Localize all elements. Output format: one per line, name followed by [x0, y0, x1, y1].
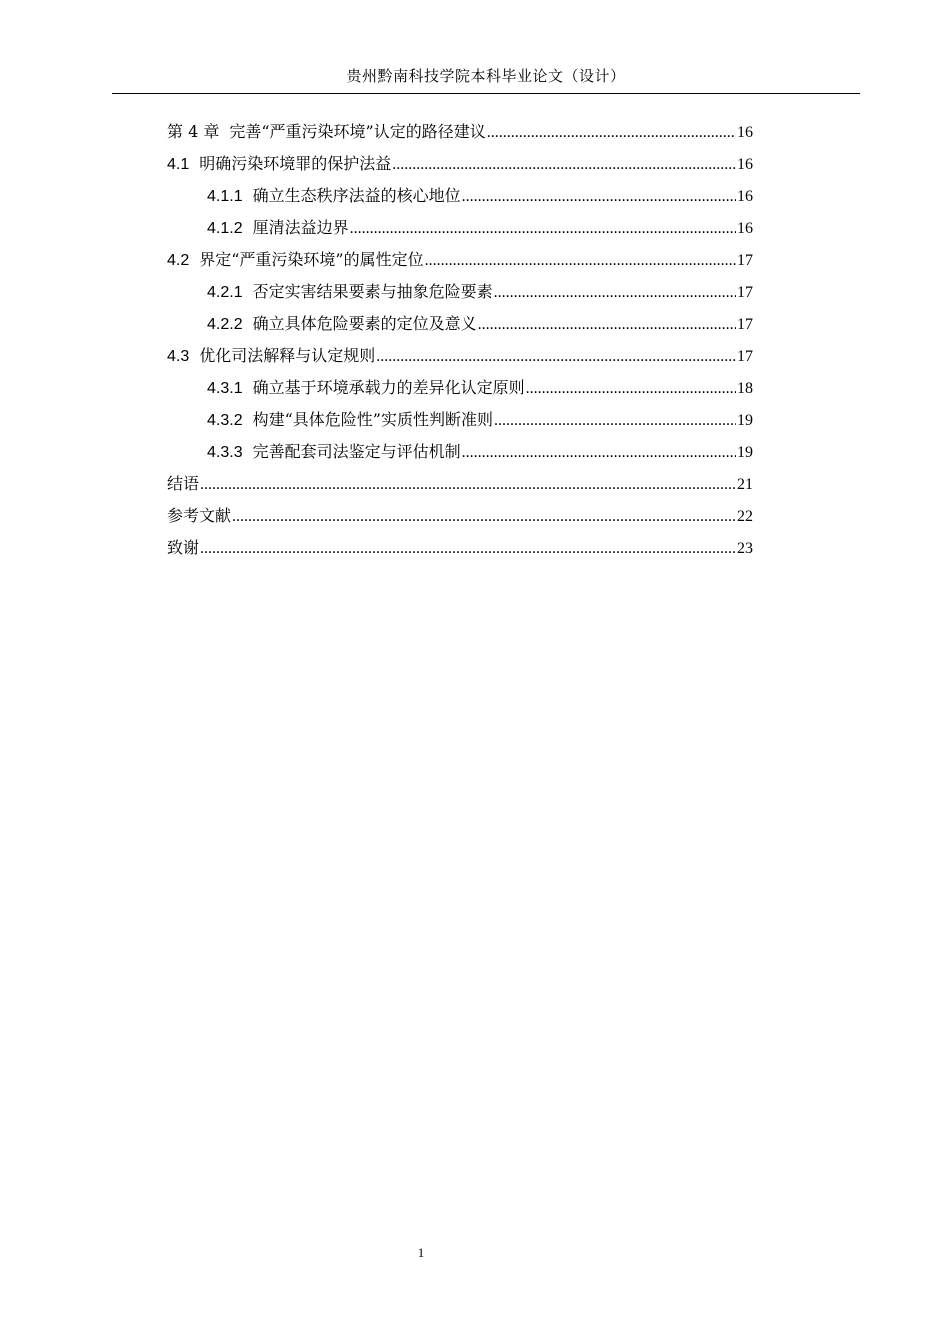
- toc-entry-chapter-4[interactable]: [167, 116, 753, 148]
- toc-entry-page: 19: [737, 412, 753, 429]
- toc-entry-4-1[interactable]: [167, 148, 753, 180]
- toc-entry-page: 17: [737, 348, 753, 365]
- toc-entry-number: 4.3.3: [207, 444, 243, 461]
- toc-entry-title: 界定“严重污染环境”的属性定位: [199, 250, 424, 269]
- toc-entry-4-3[interactable]: [167, 340, 753, 372]
- toc-entry-label: [207, 372, 525, 405]
- toc-entry-label: [167, 340, 375, 373]
- toc-entry-title: 确立具体危险要素的定位及意义: [252, 314, 477, 333]
- toc-entry-title: 致谢: [167, 538, 200, 557]
- toc-entry-references[interactable]: [167, 500, 753, 532]
- toc-entry-title: 完善配套司法鉴定与评估机制: [252, 442, 461, 461]
- toc-entry-number: 第 4 章: [167, 122, 220, 141]
- toc-entry-page: 21: [737, 476, 753, 493]
- toc-entry-4-2[interactable]: [167, 244, 753, 276]
- toc-entry-label: [207, 308, 477, 341]
- toc-dot-leader: [425, 245, 736, 277]
- toc-entry-4-3-1[interactable]: [167, 372, 753, 404]
- toc-dot-leader: [232, 501, 736, 533]
- toc-entry-number: 4.3: [167, 348, 190, 365]
- toc-entry-title: 构建“具体危险性”实质性判断准则: [252, 410, 493, 429]
- toc-entry-title: 厘清法益边界: [252, 218, 349, 237]
- toc-entry-number: 4.3.1: [207, 380, 243, 397]
- toc-entry-page: 16: [737, 188, 753, 205]
- toc-entry-title: 否定实害结果要素与抽象危险要素: [252, 282, 493, 301]
- page-number: 1: [417, 1245, 425, 1260]
- toc-entry-4-1-2[interactable]: [167, 212, 753, 244]
- toc-entry-number: 4.3.2: [207, 412, 243, 429]
- toc-entry-page: 16: [737, 124, 753, 141]
- toc-entry-4-2-2[interactable]: [167, 308, 753, 340]
- toc-entry-4-3-2[interactable]: [167, 404, 753, 436]
- toc-dot-leader: [462, 437, 736, 469]
- toc-entry-4-1-1[interactable]: [167, 180, 753, 212]
- toc-entry-page: 23: [737, 540, 753, 557]
- toc-entry-title: 确立生态秩序法益的核心地位: [252, 186, 461, 205]
- toc-dot-leader: [478, 309, 736, 341]
- toc-entry-page: 16: [737, 156, 753, 173]
- toc-entry-number: 4.1: [167, 156, 190, 173]
- toc-entry-4-3-3[interactable]: [167, 436, 753, 468]
- toc-entry-page: 16: [737, 220, 753, 237]
- header-rule: [112, 93, 860, 94]
- toc-entry-number: 4.2.1: [207, 284, 243, 301]
- toc-dot-leader: [200, 533, 736, 565]
- toc-entry-label: [167, 244, 424, 277]
- toc-entry-conclusion[interactable]: [167, 468, 753, 500]
- table-of-contents: [167, 116, 753, 564]
- toc-entry-label: [207, 212, 349, 245]
- toc-dot-leader: [392, 149, 736, 181]
- toc-entry-title: 参考文献: [167, 506, 232, 525]
- toc-dot-leader: [494, 405, 736, 437]
- toc-entry-page: 17: [737, 252, 753, 269]
- toc-entry-page: 18: [737, 380, 753, 397]
- toc-entry-number: 4.1.2: [207, 220, 243, 237]
- toc-entry-page: 19: [737, 444, 753, 461]
- toc-entry-label: [207, 404, 493, 437]
- toc-entry-page: 17: [737, 284, 753, 301]
- toc-dot-leader: [200, 469, 736, 501]
- toc-entry-label: [207, 436, 461, 469]
- toc-dot-leader: [350, 213, 736, 245]
- toc-entry-page: 17: [737, 316, 753, 333]
- toc-entry-title: 结语: [167, 474, 200, 493]
- toc-entry-label: [207, 276, 493, 309]
- toc-entry-title: 优化司法解释与认定规则: [199, 346, 376, 365]
- toc-entry-label: [207, 180, 461, 213]
- toc-entry-title: 完善“严重污染环境”认定的路径建议: [229, 122, 486, 141]
- toc-entry-label: [167, 148, 391, 181]
- toc-dot-leader: [487, 117, 736, 149]
- toc-entry-number: 4.1.1: [207, 188, 243, 205]
- toc-entry-title: 明确污染环境罪的保护法益: [199, 154, 392, 173]
- toc-entry-number: 4.2: [167, 252, 190, 269]
- toc-entry-label: [167, 116, 486, 148]
- toc-dot-leader: [462, 181, 736, 213]
- toc-entry-number: 4.2.2: [207, 316, 243, 333]
- toc-entry-page: 22: [737, 508, 753, 525]
- toc-entry-4-2-1[interactable]: [167, 276, 753, 308]
- toc-dot-leader: [526, 373, 736, 405]
- toc-entry-title: 确立基于环境承载力的差异化认定原则: [252, 378, 525, 397]
- toc-dot-leader: [376, 341, 736, 373]
- toc-entry-acknowledgements[interactable]: [167, 532, 753, 564]
- page-header: 贵州黔南科技学院本科毕业论文（设计）: [346, 67, 626, 85]
- toc-dot-leader: [494, 277, 736, 309]
